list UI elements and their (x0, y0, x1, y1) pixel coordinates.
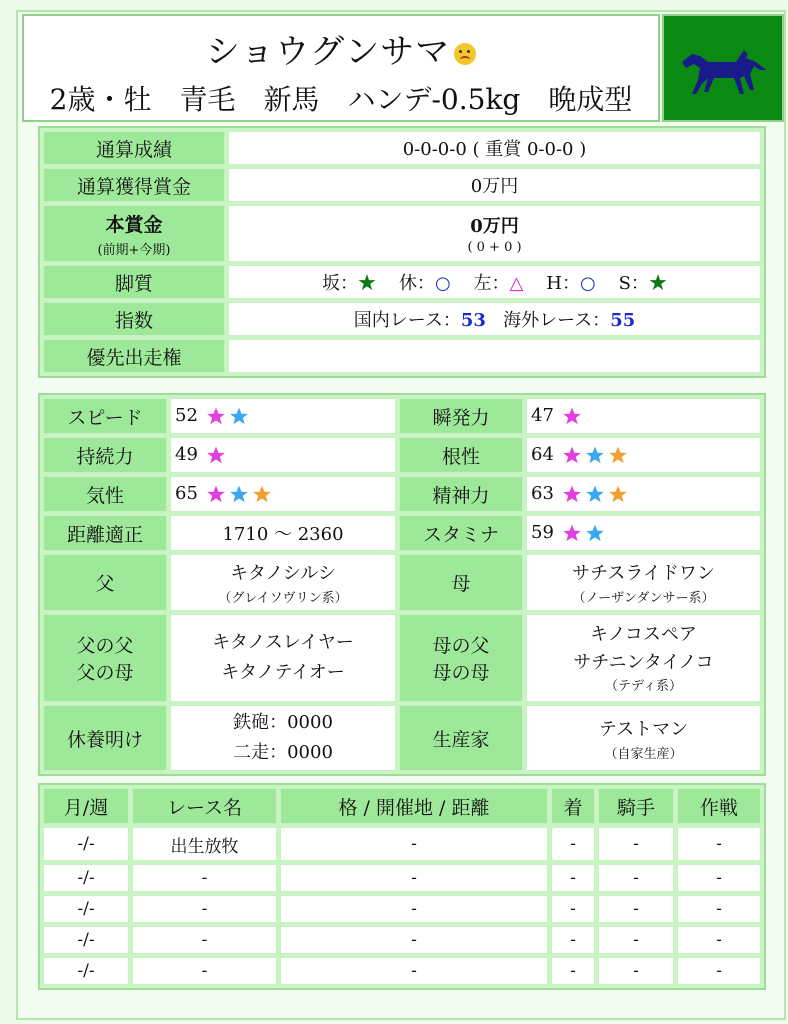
table-row (43, 926, 761, 954)
rest-2: 二走：0000 (233, 742, 333, 763)
leg-slope: 坂：★ (322, 273, 377, 294)
star-icon (584, 522, 606, 544)
row-cell: -/- (43, 895, 129, 923)
priority-label: 優先出走権 (43, 339, 225, 373)
earnings-value: 0万円 (228, 168, 761, 202)
ds-name: キノコスペア (590, 624, 697, 645)
dd-line: （テディ系） (605, 679, 682, 694)
spirit-value: 63 (531, 483, 554, 504)
stamina-value: 59 (531, 522, 554, 543)
star-icon (561, 444, 583, 466)
row-cell: - (132, 864, 277, 892)
rest-label: 休養明け (43, 705, 167, 771)
row-cell: -/- (43, 926, 129, 954)
row-cell: - (280, 926, 548, 954)
breeder-cell (526, 705, 761, 771)
star-icon (228, 483, 250, 505)
row-cell: - (280, 864, 548, 892)
star-icon (561, 483, 583, 505)
row-cell: - (677, 827, 761, 861)
prize-value: 0万円 (470, 216, 519, 237)
row-cell: - (598, 827, 674, 861)
distance-value: 1710 〜 2360 (170, 515, 396, 551)
record-label: 通算成績 (43, 131, 225, 165)
speed-cell (170, 398, 396, 434)
row-cell: - (551, 926, 595, 954)
guts-stars (560, 444, 629, 465)
leg-rest: 休：○ (398, 273, 451, 294)
burst-label: 瞬発力 (399, 398, 523, 434)
stats-table (38, 393, 766, 776)
sire-label: 父 (43, 554, 167, 611)
dd-name: サチニンタイノコ (573, 652, 714, 673)
endurance-value: 49 (175, 444, 198, 465)
leg-h: H：○ (546, 273, 596, 294)
earnings-label: 通算獲得賞金 (43, 168, 225, 202)
star-icon (228, 405, 250, 427)
row-cell: - (677, 895, 761, 923)
leg-left: 左：△ (473, 273, 524, 294)
sd-label: 父の母 (76, 662, 134, 684)
burst-stars (560, 405, 583, 426)
table-row (43, 827, 761, 861)
col-grade: 格 / 開催地 / 距離 (280, 788, 548, 824)
row-cell: - (598, 864, 674, 892)
spirit-cell (526, 476, 761, 512)
sd-name: キタノテイオー (221, 662, 345, 683)
summary-table (38, 126, 766, 378)
stamina-stars (560, 522, 606, 543)
dam-cell (526, 554, 761, 611)
index-dom-label: 国内レース： (353, 310, 461, 331)
race-history-table (38, 783, 766, 990)
star-icon (205, 405, 227, 427)
breeder-name: テストマン (598, 718, 689, 740)
spirit-label: 精神力 (399, 476, 523, 512)
dam-parents-label (399, 614, 523, 702)
dd-label: 母の母 (432, 662, 490, 684)
table-row (43, 895, 761, 923)
star-icon (584, 444, 606, 466)
prize-value-cell (228, 205, 761, 262)
row-cell: - (677, 957, 761, 985)
circle-icon: ○ (434, 273, 451, 294)
sire-cell (170, 554, 396, 611)
horse-info: 2歳・牡 青毛 新馬 ハンデ-0.5kg 晩成型 (49, 83, 633, 116)
row-cell: - (280, 895, 548, 923)
endurance-label: 持続力 (43, 437, 167, 473)
col-place: 着 (551, 788, 595, 824)
burst-value: 47 (531, 405, 554, 426)
stamina-label: スタミナ (399, 515, 523, 551)
legs-value (228, 265, 761, 299)
ds-label: 母の父 (432, 635, 490, 657)
row-cell: -/- (43, 827, 129, 861)
horse-name: ショウグンサマ (205, 32, 451, 72)
temper-label: 気性 (43, 476, 167, 512)
circle-icon: ○ (579, 273, 596, 294)
rest-cell (170, 705, 396, 771)
burst-cell (526, 398, 761, 434)
row-cell: - (551, 827, 595, 861)
star-icon (584, 483, 606, 505)
breeder-label: 生産家 (399, 705, 523, 771)
horse-header (22, 14, 660, 122)
row-cell: - (598, 926, 674, 954)
col-week: 月/週 (43, 788, 129, 824)
temper-cell (170, 476, 396, 512)
index-dom-value: 53 (460, 310, 486, 331)
index-ovs-value: 55 (610, 310, 636, 331)
table-row (43, 957, 761, 985)
row-cell: - (677, 864, 761, 892)
dam-parents-cell (526, 614, 761, 702)
spirit-stars (560, 483, 629, 504)
endurance-cell (170, 437, 396, 473)
prize-label: 本賞金 (105, 213, 163, 236)
sire-name: キタノシルシ (230, 563, 336, 584)
table-row (43, 864, 761, 892)
col-jockey: 騎手 (598, 788, 674, 824)
prize-label-cell (43, 205, 225, 262)
horse-portrait (662, 14, 784, 122)
priority-value (228, 339, 761, 373)
horse-silhouette-icon (674, 32, 774, 102)
index-value (228, 302, 761, 336)
record-value: 0-0-0-0 ( 重賞 0-0-0 ) (228, 131, 761, 165)
leg-s: S：★ (618, 273, 667, 294)
dam-line: （ノーザンダンサー系） (572, 591, 715, 606)
row-cell: - (551, 957, 595, 985)
dam-label: 母 (399, 554, 523, 611)
row-cell: - (598, 957, 674, 985)
temper-stars (204, 483, 273, 504)
legs-label: 脚質 (43, 265, 225, 299)
star-icon (561, 405, 583, 427)
sad-face-icon (454, 43, 476, 65)
guts-value: 64 (531, 444, 554, 465)
row-cell: - (551, 864, 595, 892)
guts-label: 根性 (399, 437, 523, 473)
row-cell: - (132, 957, 277, 985)
star-icon (607, 483, 629, 505)
sire-parents-cell (170, 614, 396, 702)
breeder-sub: （自家生産） (604, 746, 683, 762)
star-icon (205, 444, 227, 466)
speed-value: 52 (175, 405, 198, 426)
star-icon: ★ (358, 273, 377, 294)
prize-sub: (前期+今期) (97, 242, 171, 258)
star-icon (607, 444, 629, 466)
speed-stars (204, 405, 250, 426)
row-cell: - (280, 827, 548, 861)
distance-label: 距離適正 (43, 515, 167, 551)
row-cell: -/- (43, 957, 129, 985)
star-icon (205, 483, 227, 505)
star-icon: ★ (648, 273, 667, 294)
dam-name: サチスライドワン (572, 563, 715, 584)
triangle-icon: △ (509, 273, 524, 294)
ss-label: 父の父 (76, 635, 134, 657)
ss-name: キタノスレイヤー (212, 632, 354, 653)
sire-parents-label (43, 614, 167, 702)
prize-value-sub: ( 0 + 0 ) (467, 240, 522, 255)
star-icon (251, 483, 273, 505)
stamina-cell (526, 515, 761, 551)
row-cell: - (132, 895, 277, 923)
index-ovs-label: 海外レース： (503, 310, 611, 331)
star-icon (561, 522, 583, 544)
row-cell: - (677, 926, 761, 954)
row-cell: - (132, 926, 277, 954)
rest-1: 鉄砲：0000 (233, 712, 333, 733)
endurance-stars (204, 444, 227, 465)
guts-cell (526, 437, 761, 473)
sire-line: （グレイソヴリン系） (218, 591, 348, 606)
row-cell: - (598, 895, 674, 923)
row-cell: - (551, 895, 595, 923)
col-race: レース名 (132, 788, 277, 824)
row-cell: -/- (43, 864, 129, 892)
row-cell: - (280, 957, 548, 985)
index-label: 指数 (43, 302, 225, 336)
row-cell: 出生放牧 (132, 827, 277, 861)
temper-value: 65 (175, 483, 198, 504)
speed-label: スピード (43, 398, 167, 434)
col-tactic: 作戦 (677, 788, 761, 824)
